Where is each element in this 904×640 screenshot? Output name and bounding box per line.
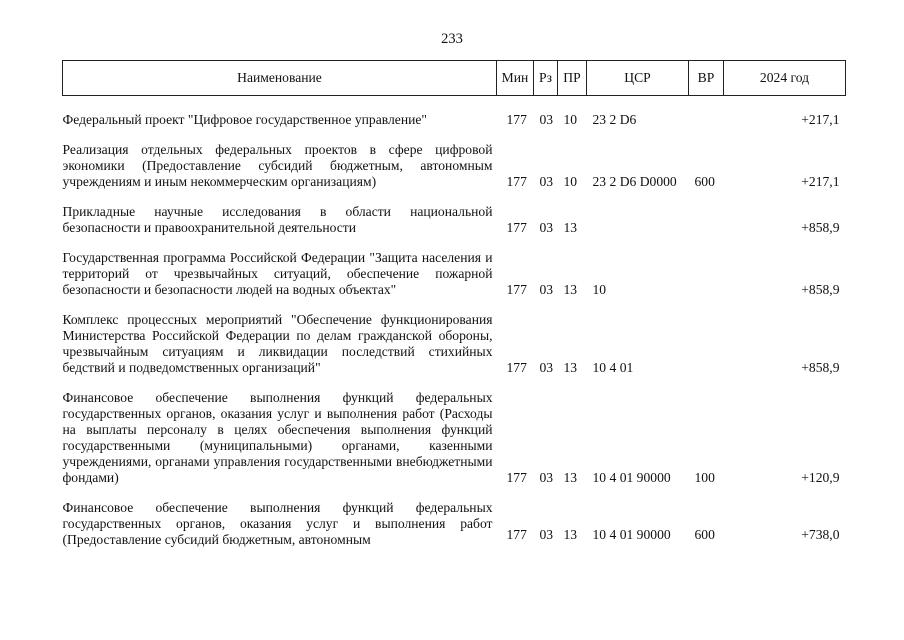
row-sum: +858,9 xyxy=(801,220,840,235)
row-sum: +217,1 xyxy=(801,112,840,127)
row-sum: +858,9 xyxy=(801,360,840,375)
page-number: 233 xyxy=(441,31,463,47)
row-vr xyxy=(689,241,724,303)
row-min: 177 xyxy=(506,470,527,485)
row-vr xyxy=(689,103,724,133)
header-year: 2024 год xyxy=(724,61,846,96)
row-rz: 03 xyxy=(539,220,554,235)
row-sum: +120,9 xyxy=(801,470,840,485)
header-min: Мин xyxy=(497,61,534,96)
row-min: 177 xyxy=(506,174,527,189)
row-name: Государственная программа Российской Федерации "Защита населения и территорий от чрезвычайных ситуаций, обеспечение пожарной безопасности и безопасности людей на водных объектах" xyxy=(62,250,493,297)
header-vr: ВР xyxy=(689,61,724,96)
row-rz: 03 xyxy=(539,527,554,542)
row-pr: 10 xyxy=(563,112,578,127)
header-spacer xyxy=(63,96,846,104)
table-row xyxy=(63,241,846,303)
row-csr: 23 2 D6 D0000 xyxy=(592,174,677,189)
row-csr: 10 4 01 xyxy=(592,360,634,375)
row-vr: 600 xyxy=(694,174,715,189)
row-sum: +217,1 xyxy=(801,174,840,189)
row-name: Финансовое обеспечение выполнения функций федеральных государственных органов, оказания услуг и выполнения работ (Предоставление субсидий бюджетным, автономным xyxy=(62,500,493,547)
table-header-row xyxy=(63,61,846,96)
row-min: 177 xyxy=(506,360,527,375)
row-vr: 600 xyxy=(694,527,715,542)
row-name: Федеральный проект "Цифровое государственное управление" xyxy=(62,112,427,127)
row-csr: 10 xyxy=(592,282,607,297)
budget-table xyxy=(62,60,846,548)
header-name: Наименование xyxy=(63,61,497,96)
row-name: Реализация отдельных федеральных проектов в сфере цифровой экономики (Предоставление субсидий бюджетным, автономным учреждениям и иным некоммерческим организациям) xyxy=(62,142,493,189)
row-csr: 23 2 D6 xyxy=(592,112,637,127)
row-min: 177 xyxy=(506,527,527,542)
row-csr xyxy=(587,195,689,241)
row-rz: 03 xyxy=(539,282,554,297)
table-row xyxy=(63,133,846,195)
row-sum: +858,9 xyxy=(801,282,840,297)
header-pr: ПР xyxy=(558,61,587,96)
row-name: Прикладные научные исследования в области национальной безопасности и правоохранительной деятельности xyxy=(62,204,493,235)
table-row xyxy=(63,381,846,491)
row-name: Финансовое обеспечение выполнения функций федеральных государственных органов, оказания услуг и выполнения работ (Расходы на выплаты персоналу в целях обеспечения выполнения функций государственными (муниципальными) органами, казенными учреждениями, органами управления государственными внебюджетными фондами) xyxy=(62,390,493,485)
row-vr xyxy=(689,195,724,241)
row-vr xyxy=(689,303,724,381)
row-rz: 03 xyxy=(539,360,554,375)
row-rz: 03 xyxy=(539,112,554,127)
row-pr: 13 xyxy=(563,220,578,235)
row-csr: 10 4 01 90000 xyxy=(592,470,671,485)
row-pr: 13 xyxy=(563,527,578,542)
row-pr: 13 xyxy=(563,282,578,297)
row-min: 177 xyxy=(506,220,527,235)
row-rz: 03 xyxy=(539,174,554,189)
header-rz: Рз xyxy=(534,61,558,96)
row-pr: 10 xyxy=(563,174,578,189)
row-min: 177 xyxy=(506,112,527,127)
row-vr: 100 xyxy=(694,470,715,485)
row-min: 177 xyxy=(506,282,527,297)
row-pr: 13 xyxy=(563,360,578,375)
header-csr: ЦСР xyxy=(587,61,689,96)
table-row xyxy=(63,303,846,381)
row-sum: +738,0 xyxy=(801,527,840,542)
row-pr: 13 xyxy=(563,470,578,485)
row-rz: 03 xyxy=(539,470,554,485)
table-row xyxy=(63,195,846,241)
row-name: Комплекс процессных мероприятий "Обеспечение функционирования Министерства Российской Федерации по делам гражданской обороны, чрезвычайным ситуациям и ликвидации последствий стихийных бедствий и подведомственных организаций" xyxy=(62,312,493,375)
table-row xyxy=(63,103,846,133)
table-row xyxy=(63,491,846,548)
row-csr: 10 4 01 90000 xyxy=(592,527,671,542)
